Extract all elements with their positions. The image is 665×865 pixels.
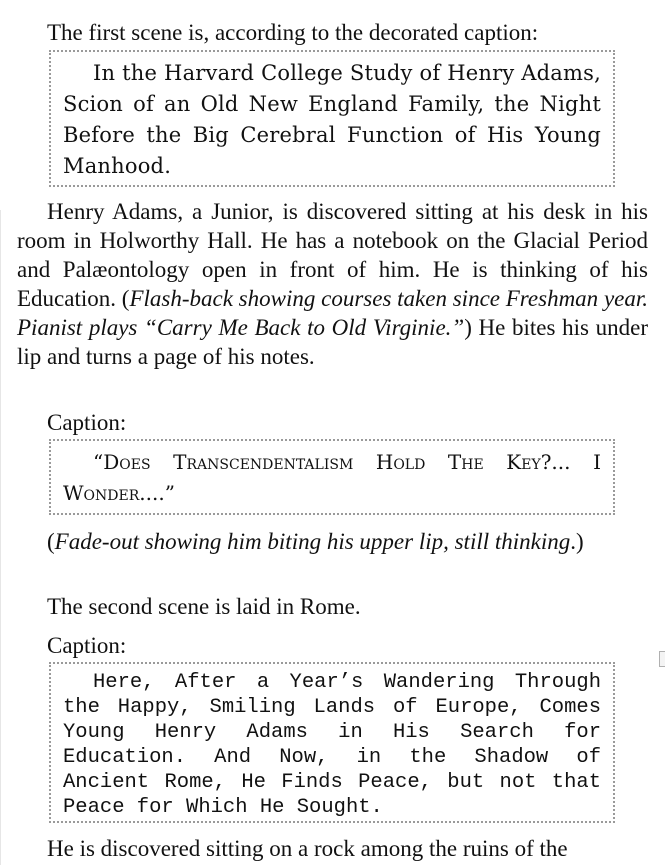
paragraph-second-scene: The second scene is laid in Rome. bbox=[47, 594, 361, 619]
caption-text-harvard-study: In the Harvard College Study of Henry Adams, Scion of an Old New England Family, the Night Before the Big Cerebral Function of His Young Manhood. bbox=[63, 61, 601, 178]
decorated-caption-box bbox=[49, 50, 615, 187]
paragraph-ruins: He is discovered sitting on a rock among the ruins of the bbox=[47, 836, 568, 861]
flashback-stage-direction: Flash-back showing courses taken since Freshman year. Pianist plays “Carry Me Back to Old Virginie.” bbox=[17, 286, 649, 340]
caption-label-2: Caption: bbox=[47, 633, 127, 658]
page-edge-line bbox=[0, 210, 1, 865]
paragraph-text-end: ) He bites his under lip and turns a page of his notes. bbox=[17, 315, 648, 369]
paren-close: .) bbox=[570, 529, 584, 554]
caption-text-transcendentalism: “Does Transcendentalism Hold The Key?... I Wonder....” bbox=[63, 450, 601, 505]
caption-box-transcendentalism bbox=[49, 439, 615, 515]
caption-label: Caption: bbox=[47, 410, 127, 435]
caption-box-rome bbox=[49, 662, 615, 823]
fadeout-stage-direction: Fade-out showing him biting his upper lip, still thinking bbox=[54, 529, 571, 554]
paren-open: ( bbox=[47, 529, 55, 554]
scrollbar-marker[interactable] bbox=[659, 651, 665, 667]
paragraph-holworthy-hall bbox=[17, 197, 648, 371]
paragraph-text-start: Henry Adams, a Junior, is discovered sitting at his desk in his room in Holworthy Hall. He has a notebook on the Glacial Period and Palæontology open in front of him. He is thinking of his Education. ( bbox=[17, 199, 648, 311]
paragraph-fade-out bbox=[17, 527, 648, 556]
intro-paragraph: The first scene is, according to the decorated caption: bbox=[47, 20, 539, 45]
caption-text-rome: Here, After a Year’s Wandering Through the Happy, Smiling Lands of Europe, Comes Young Henry Adams in His Search for Education. And Now, in the Shadow of Ancient Rome, He Finds Peace, but not that Peace for Which He Sought. bbox=[63, 671, 601, 819]
